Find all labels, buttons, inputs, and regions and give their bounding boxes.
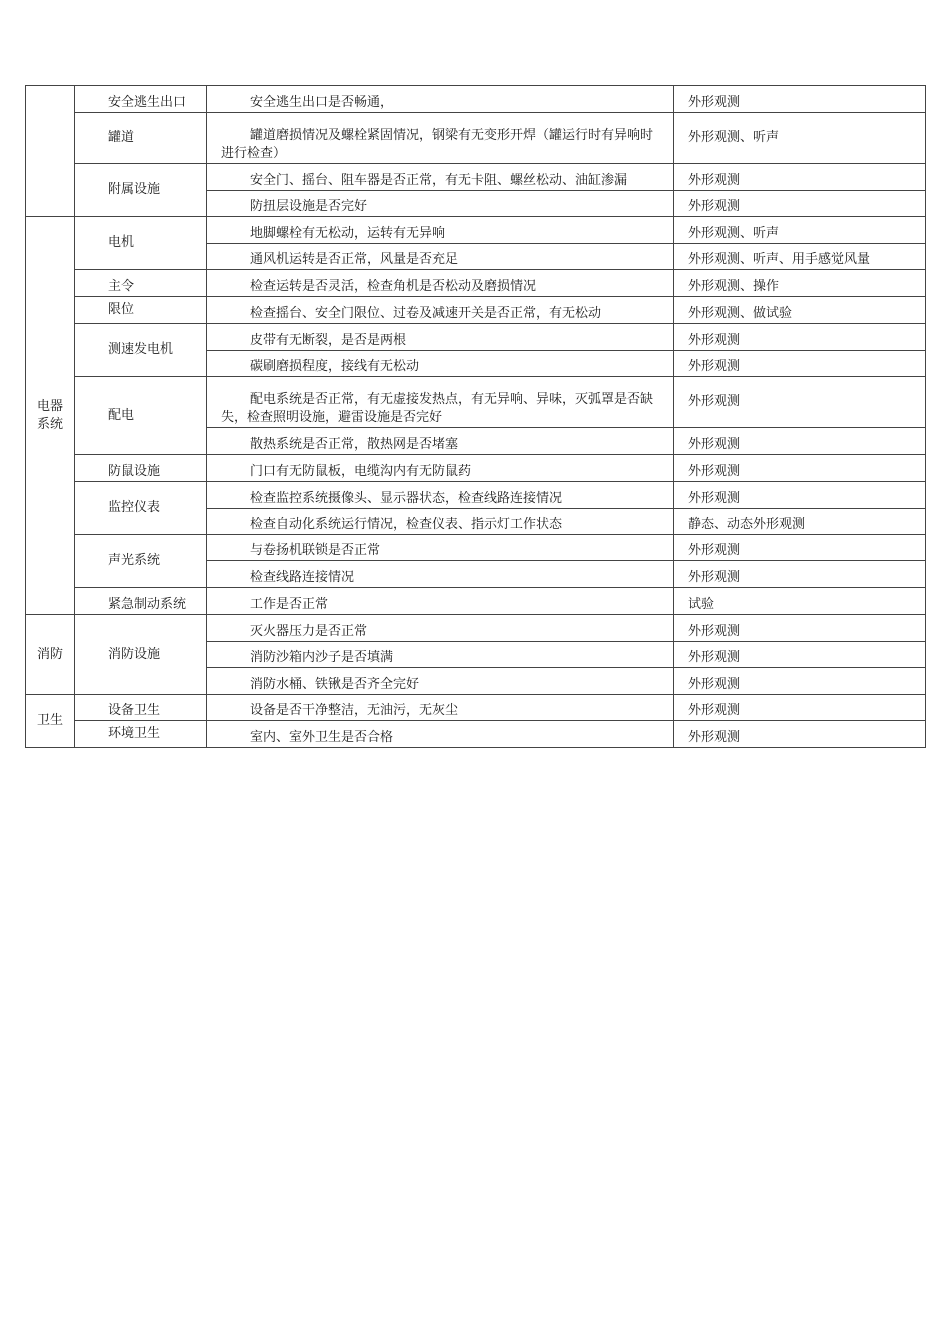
check-content-cell	[207, 164, 674, 191]
check-method-cell: 外形观测	[674, 164, 926, 191]
check-content: 室内、室外卫生是否合格	[250, 730, 394, 745]
check-method-cell: 外形观测	[674, 351, 926, 377]
category-cell	[26, 86, 75, 217]
table-row	[26, 217, 926, 244]
item-cell: 消防设施	[75, 615, 207, 695]
check-content-cell	[207, 377, 674, 428]
check-method-cell: 试验	[674, 588, 926, 615]
check-content-cell	[207, 509, 674, 535]
check-content: 安全门、摇台、阻车器是否正常，有无卡阻、螺丝松动、油缸渗漏	[250, 173, 628, 188]
table-row	[26, 455, 926, 482]
item-cell: 电机	[75, 217, 207, 270]
check-content: 地脚螺栓有无松动，运转有无异响	[250, 226, 446, 241]
item-cell: 主令	[75, 270, 207, 297]
check-content-cell	[207, 455, 674, 482]
check-content: 检查线路连接情况	[250, 570, 355, 585]
category-cell: 电器 系统	[26, 217, 75, 615]
check-method-cell: 外形观测	[674, 377, 926, 428]
check-content: 检查监控系统摄像头、显示器状态，检查线路连接情况	[250, 491, 563, 506]
check-content-cell	[207, 217, 674, 244]
check-method-cell: 外形观测	[674, 191, 926, 217]
item-cell: 声光系统	[75, 535, 207, 588]
item-cell: 防鼠设施	[75, 455, 207, 482]
check-method-cell: 外形观测	[674, 642, 926, 668]
check-method-cell: 外形观测、听声	[674, 217, 926, 244]
category-cell: 消防	[26, 615, 75, 695]
check-content: 设备是否干净整洁，无油污，无灰尘	[250, 703, 459, 718]
check-content: 与卷扬机联锁是否正常	[250, 543, 381, 558]
check-content-cell	[207, 535, 674, 561]
check-method-cell: 外形观测	[674, 668, 926, 695]
check-content-cell	[207, 668, 674, 695]
item-cell: 罐道	[75, 113, 207, 164]
check-content-cell	[207, 721, 674, 748]
check-content: 碳刷磨损程度，接线有无松动	[250, 359, 420, 374]
check-content-cell	[207, 270, 674, 297]
category-cell: 卫生	[26, 695, 75, 748]
check-content-cell	[207, 561, 674, 588]
check-content-cell	[207, 428, 674, 455]
check-content: 安全逃生出口是否畅通，	[250, 95, 394, 110]
item-cell: 监控仪表	[75, 482, 207, 535]
table-row	[26, 721, 926, 748]
item-cell: 附属设施	[75, 164, 207, 217]
check-content: 通风机运转是否正常，风量是否充足	[250, 252, 459, 267]
check-content: 灭火器压力是否正常	[250, 624, 368, 639]
check-content: 检查运转是否灵活，检查角机是否松动及磨损情况	[250, 279, 537, 294]
check-content: 消防水桶、铁锹是否齐全完好	[250, 677, 420, 692]
check-content-cell	[207, 482, 674, 509]
item-cell: 环境卫生	[75, 721, 207, 748]
check-method-cell: 外形观测	[674, 561, 926, 588]
check-content-cell	[207, 324, 674, 351]
table-row	[26, 535, 926, 561]
item-cell: 安全逃生出口	[75, 86, 207, 113]
table-row	[26, 482, 926, 509]
item-cell: 设备卫生	[75, 695, 207, 721]
check-content: 皮带有无断裂，是否是两根	[250, 333, 407, 348]
check-method-cell: 外形观测、听声、用手感觉风量	[674, 244, 926, 270]
item-cell: 限位	[75, 297, 207, 324]
table-row	[26, 270, 926, 297]
check-content: 检查自动化系统运行情况，检查仪表、指示灯工作状态	[250, 517, 563, 532]
check-method-cell: 外形观测	[674, 721, 926, 748]
check-method-cell: 外形观测、操作	[674, 270, 926, 297]
check-content-cell	[207, 588, 674, 615]
table-row	[26, 297, 926, 324]
item-cell: 测速发电机	[75, 324, 207, 377]
check-content-cell	[207, 642, 674, 668]
table-row	[26, 588, 926, 615]
check-content-cell	[207, 695, 674, 721]
table-row	[26, 324, 926, 351]
check-method-cell: 外形观测	[674, 86, 926, 113]
check-content: 罐道磨损情况及螺栓紧固情况，钢梁有无变形开焊（罐运行时有异响时进行检查）	[221, 128, 654, 161]
check-method-cell: 外形观测	[674, 482, 926, 509]
item-cell: 配电	[75, 377, 207, 455]
check-content: 配电系统是否正常，有无虚接发热点，有无异响、异味，灭弧罩是否缺失，检查照明设施，避雷设施是否完好	[221, 392, 654, 425]
table-row	[26, 164, 926, 191]
table-row	[26, 113, 926, 164]
check-method-cell: 外形观测	[674, 324, 926, 351]
item-cell: 紧急制动系统	[75, 588, 207, 615]
check-method-cell: 外形观测	[674, 695, 926, 721]
check-method-cell: 外形观测	[674, 455, 926, 482]
table-row	[26, 86, 926, 113]
check-content-cell	[207, 86, 674, 113]
check-method-cell: 外形观测	[674, 428, 926, 455]
check-content-cell	[207, 615, 674, 642]
check-content: 防扭层设施是否完好	[250, 199, 368, 214]
check-content: 散热系统是否正常，散热网是否堵塞	[250, 437, 459, 452]
check-method-cell: 外形观测	[674, 615, 926, 642]
table-row	[26, 615, 926, 642]
check-content: 门口有无防鼠板，电缆沟内有无防鼠药	[250, 464, 472, 479]
check-content-cell	[207, 351, 674, 377]
check-content-cell	[207, 113, 674, 164]
check-content: 消防沙箱内沙子是否填满	[250, 650, 394, 665]
check-content-cell	[207, 297, 674, 324]
check-method-cell: 外形观测、做试验	[674, 297, 926, 324]
check-method-cell: 外形观测、听声	[674, 113, 926, 164]
check-content: 检查摇台、安全门限位、过卷及减速开关是否正常，有无松动	[250, 306, 602, 321]
check-content: 工作是否正常	[250, 597, 329, 612]
check-method-cell: 静态、动态外形观测	[674, 509, 926, 535]
inspection-table	[25, 85, 926, 748]
table-row	[26, 377, 926, 428]
check-content-cell	[207, 244, 674, 270]
check-method-cell: 外形观测	[674, 535, 926, 561]
check-content-cell	[207, 191, 674, 217]
table-row	[26, 695, 926, 721]
